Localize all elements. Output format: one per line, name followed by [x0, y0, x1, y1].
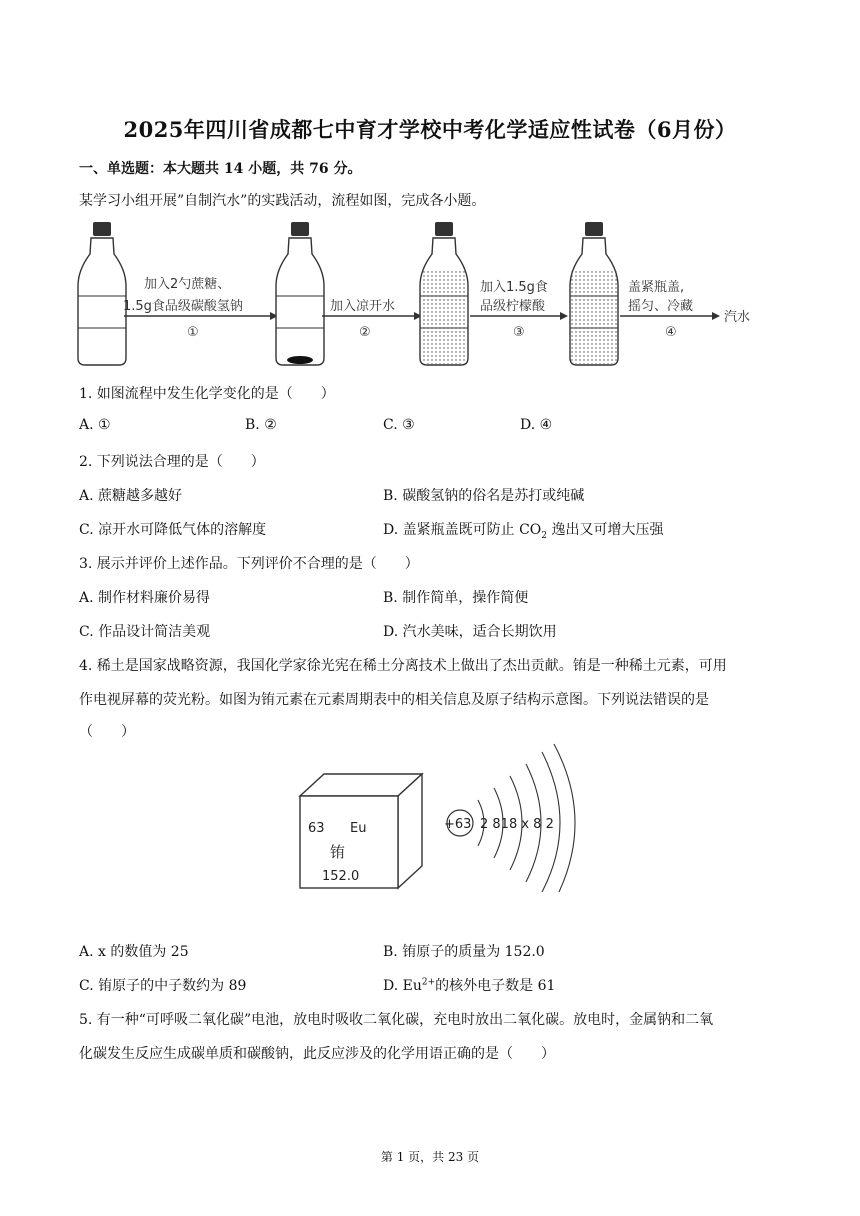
step2-label: 加入凉开水	[330, 299, 396, 314]
step4-number: ④	[665, 325, 677, 340]
atomic-structure	[444, 744, 575, 892]
q4-option-d-pre: D. Eu	[383, 978, 422, 994]
bottle-with-water	[420, 222, 468, 365]
page-title: 2025年四川省成都七中育才学校中考化学适应性试卷（6月份）	[123, 117, 737, 142]
q1-option-b: B. ②	[245, 417, 277, 433]
q3-option-c: C. 作品设计简洁美观	[79, 624, 211, 640]
element-name: 铕	[330, 843, 346, 861]
element-cell	[300, 774, 422, 888]
section-heading: 一、单选题：本大题共 14 小题，共 76 分。	[79, 161, 362, 177]
q4-option-d	[383, 975, 555, 995]
q2-option-d-pre: D. 盖紧瓶盖既可防止 CO	[383, 522, 542, 538]
q1-option-c: C. ③	[383, 417, 415, 433]
element-symbol: Eu	[350, 821, 367, 836]
bottle-empty	[78, 222, 126, 365]
step4-label-2: 摇匀、冷藏	[628, 299, 694, 314]
atomic-mass: 152.0	[322, 869, 360, 884]
q2-option-c: C. 凉开水可降低气体的溶解度	[79, 522, 267, 538]
q2-option-a: A. 蔗糖越多越好	[79, 488, 183, 504]
q4-option-d-post: 的核外电子数是 61	[435, 978, 556, 994]
q4-line-1: 4. 稀土是国家战略资源，我国化学家徐光宪在稀土分离技术上做出了杰出贡献。铕是一种稀土元素，可用	[79, 658, 727, 674]
q1-option-a: A. ①	[79, 417, 111, 433]
q2-option-d	[383, 519, 663, 541]
q5-line-2: 化碳发生反应生成碳单质和碳酸钠，此反应涉及的化学用语正确的是（ ）	[79, 1046, 555, 1062]
bottle-with-solids	[276, 222, 324, 365]
nucleus-charge: +63	[444, 817, 472, 832]
page-footer: 第 1 页，共 23 页	[380, 1150, 480, 1164]
q1-option-d: D. ④	[520, 417, 553, 433]
step3-number: ③	[513, 325, 525, 340]
europium-figure	[296, 740, 576, 892]
step3-label-1: 加入1.5g食	[480, 280, 548, 295]
step3-label-2: 品级柠檬酸	[480, 299, 546, 314]
step2-number: ②	[359, 325, 371, 340]
q1-stem: 1. 如图流程中发生化学变化的是（ ）	[79, 386, 335, 402]
soda-flow-diagram	[74, 218, 794, 370]
q3-option-a: A. 制作材料廉价易得	[79, 590, 211, 606]
q4-option-b: B. 铕原子的质量为 152.0	[383, 944, 545, 960]
step4-label-1: 盖紧瓶盖,	[628, 280, 685, 295]
electron-shells: 2 818 x 8 2	[480, 817, 554, 832]
flow-arrow-2	[322, 298, 422, 340]
q4-line-3: （ ）	[79, 724, 135, 740]
result-label: 汽水	[724, 310, 751, 325]
q4-option-c: C. 铕原子的中子数约为 89	[79, 978, 247, 994]
flow-arrow-3	[470, 279, 568, 340]
q2-option-b: B. 碳酸氢钠的俗名是苏打或纯碱	[383, 488, 585, 504]
flow-arrow-4	[620, 279, 750, 340]
q2-stem: 2. 下列说法合理的是（ ）	[79, 454, 265, 470]
q3-option-d: D. 汽水美味，适合长期饮用	[383, 624, 557, 640]
q2-option-d-sub: 2	[541, 530, 547, 541]
step1-label-1: 加入2勺蔗糖、	[144, 277, 231, 292]
flow-arrow-1	[123, 276, 278, 340]
bottle-with-solution	[570, 222, 618, 365]
q4-option-d-sup: 2+	[421, 977, 436, 988]
q5-line-1: 5. 有一种“可呼吸二氧化碳”电池，放电时吸收二氧化碳，充电时放出二氧化碳。放电时，金属钠和二氧	[79, 1012, 714, 1028]
q2-option-d-post: 逸出又可增大压强	[547, 522, 664, 538]
q3-option-b: B. 制作简单，操作简便	[383, 590, 529, 606]
q3-stem: 3. 展示并评价上述作品。下列评价不合理的是（ ）	[79, 556, 419, 572]
q4-line-2: 作电视屏幕的荧光粉。如图为铕元素在元素周期表中的相关信息及原子结构示意图。下列说法错误的是	[79, 692, 709, 708]
step1-label-2: 1.5g食品级碳酸氢钠	[123, 299, 243, 314]
atomic-number: 63	[308, 821, 325, 836]
q4-option-a: A. x 的数值为 25	[79, 944, 189, 960]
intro-text: 某学习小组开展”自制汽水”的实践活动，流程如图，完成各小题。	[79, 193, 486, 209]
step1-number: ①	[187, 325, 199, 340]
